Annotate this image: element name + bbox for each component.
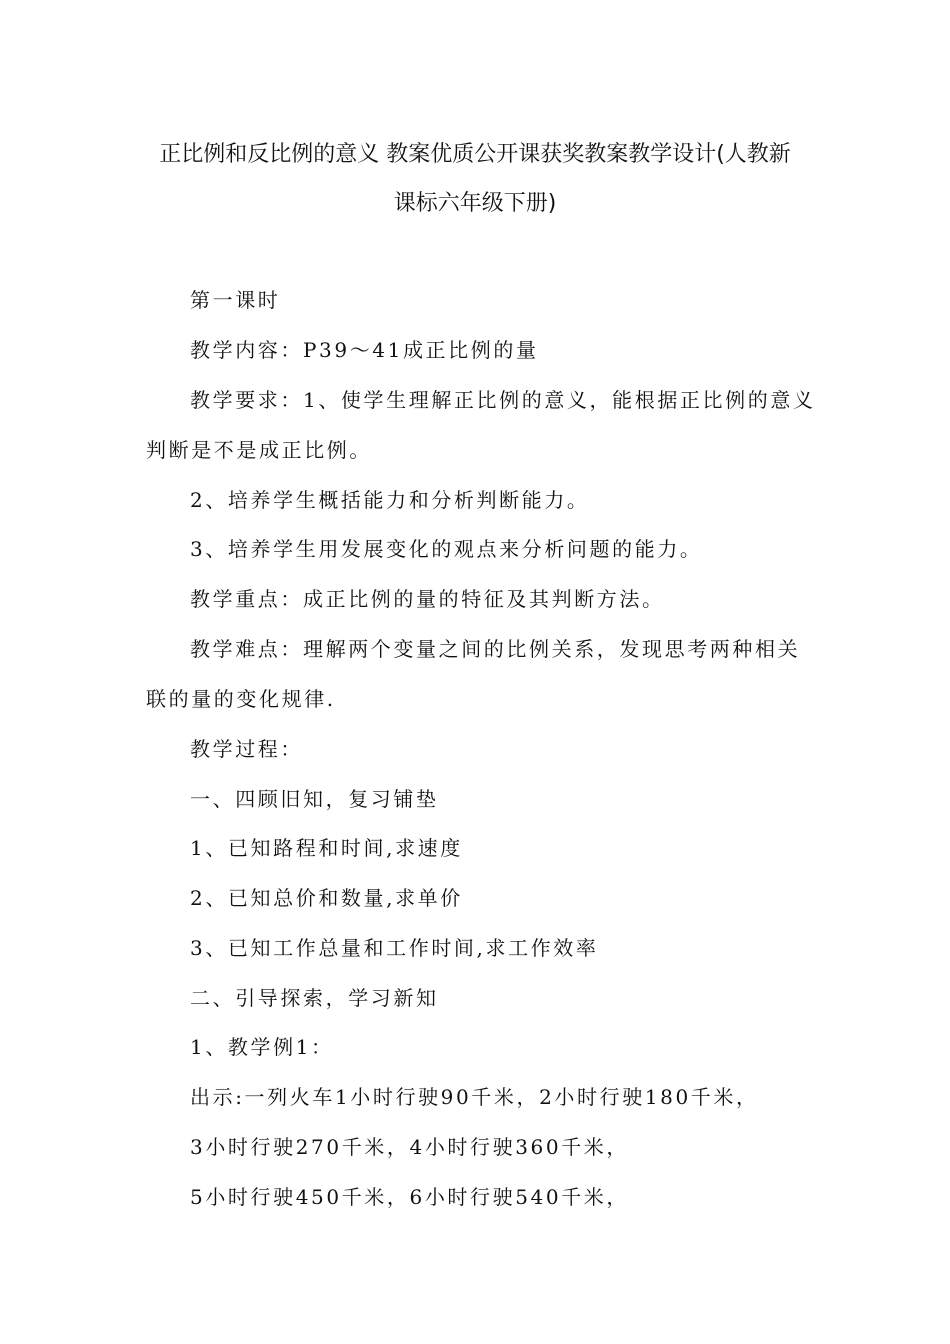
example-1-heading: 1、教学例1： — [190, 1035, 334, 1059]
document-title-line-2: 课标六年级下册) — [393, 191, 557, 216]
teaching-requirement-1-cont: 判断是不是成正比例。 — [146, 438, 372, 462]
teaching-key-point: 教学重点：成正比例的量的特征及其判断方法。 — [190, 587, 665, 611]
teaching-requirement-3: 3、培养学生用发展变化的观点来分析问题的能力。 — [190, 537, 703, 561]
lesson-period: 第一课时 — [190, 288, 281, 312]
teaching-requirement-2: 2、培养学生概括能力和分析判断能力。 — [190, 488, 590, 512]
example-1-line-1: 出示:一列火车1小时行驶90千米，2小时行驶180千米， — [190, 1085, 759, 1109]
section-2-heading: 二、引导探索，学习新知 — [190, 986, 439, 1010]
teaching-process-heading: 教学过程： — [190, 737, 303, 761]
section-1-heading: 一、四顾旧知，复习铺垫 — [190, 787, 439, 811]
teaching-content: 教学内容：P39～41成正比例的量 — [190, 338, 539, 362]
review-item-1: 1、已知路程和时间,求速度 — [190, 836, 463, 860]
review-item-2: 2、已知总价和数量,求单价 — [190, 886, 463, 910]
review-item-3: 3、已知工作总量和工作时间,求工作效率 — [190, 936, 599, 960]
teaching-difficulty: 教学难点：理解两个变量之间的比例关系，发现思考两种相关 — [190, 637, 801, 661]
document-title-line-1: 正比例和反比例的意义 教案优质公开课获奖教案教学设计(人教新 — [159, 142, 791, 167]
teaching-requirement-1: 教学要求：1、使学生理解正比例的意义，能根据正比例的意义 — [190, 388, 816, 412]
teaching-difficulty-cont: 联的量的变化规律. — [146, 687, 336, 711]
example-1-line-3: 5小时行驶450千米，6小时行驶540千米， — [190, 1185, 629, 1209]
example-1-line-2: 3小时行驶270千米，4小时行驶360千米， — [190, 1135, 629, 1159]
